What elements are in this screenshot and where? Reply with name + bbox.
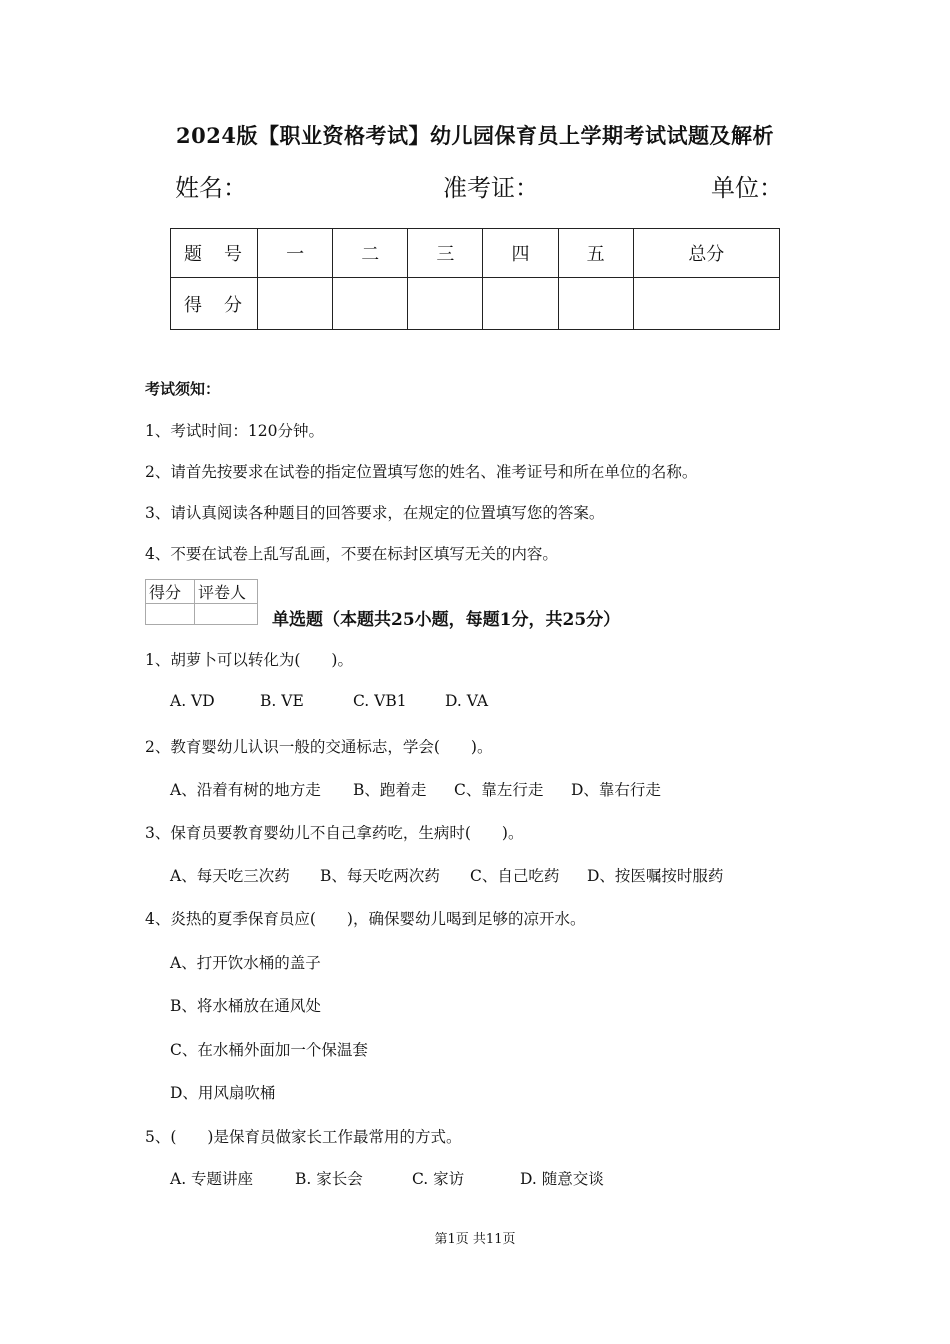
option[interactable]: B、每天吃两次药 <box>320 867 440 885</box>
notice-item: 1、考试时间：120分钟。 <box>145 422 324 440</box>
option[interactable]: B、将水桶放在通风处 <box>170 997 321 1015</box>
score-cell[interactable] <box>633 278 779 330</box>
notice-item: 3、请认真阅读各种题目的回答要求，在规定的位置填写您的答案。 <box>145 504 605 522</box>
score-cell[interactable] <box>558 278 633 330</box>
score-table-header-cell: 三 <box>408 229 483 278</box>
option[interactable]: A. VD <box>170 692 215 710</box>
score-table-header-cell: 一 <box>258 229 333 278</box>
option[interactable]: A、沿着有树的地方走 <box>170 781 321 799</box>
option[interactable]: D、用风扇吹桶 <box>170 1084 276 1102</box>
option[interactable]: D、按医嘱按时服药 <box>587 867 724 885</box>
option[interactable]: C、在水桶外面加一个保温套 <box>170 1041 368 1059</box>
question-text: 5、( )是保育员做家长工作最常用的方式。 <box>145 1128 462 1146</box>
notice-item: 4、不要在试卷上乱写乱画，不要在标封区填写无关的内容。 <box>145 545 558 563</box>
score-table-header-cell: 总分 <box>633 229 779 278</box>
score-table-header-cell: 五 <box>558 229 633 278</box>
score-cell[interactable] <box>408 278 483 330</box>
question-text: 4、炎热的夏季保育员应( )，确保婴幼儿喝到足够的凉开水。 <box>145 910 586 928</box>
option[interactable]: C、自己吃药 <box>470 867 560 885</box>
score-table-header-cell: 题 号 <box>171 229 258 278</box>
page-footer: 第1页 共11页 <box>434 1232 516 1247</box>
score-table <box>170 228 780 330</box>
option[interactable]: C. VB1 <box>353 692 407 710</box>
grader-score-cell[interactable] <box>146 604 195 625</box>
grader-reviewer-label: 评卷人 <box>195 580 258 604</box>
section-title: 单选题（本题共25小题，每题1分，共25分） <box>272 610 621 630</box>
option[interactable]: C. 家访 <box>412 1170 465 1188</box>
option[interactable]: B. VE <box>260 692 304 710</box>
grader-box <box>145 579 258 625</box>
score-table-header-row <box>171 229 780 278</box>
score-cell[interactable] <box>483 278 558 330</box>
score-cell[interactable] <box>333 278 408 330</box>
option[interactable]: B、跑着走 <box>353 781 427 799</box>
page-title: 2024版【职业资格考试】幼儿园保育员上学期考试试题及解析 <box>176 123 774 148</box>
notice-item: 2、请首先按要求在试卷的指定位置填写您的姓名、准考证号和所在单位的名称。 <box>145 463 698 481</box>
option[interactable]: A、每天吃三次药 <box>170 867 290 885</box>
option[interactable]: D、靠右行走 <box>571 781 661 799</box>
grader-reviewer-cell[interactable] <box>195 604 258 625</box>
question-text: 3、保育员要教育婴幼儿不自己拿药吃，生病时( )。 <box>145 824 524 842</box>
option[interactable]: A. 专题讲座 <box>170 1170 254 1188</box>
option[interactable]: D. VA <box>445 692 489 710</box>
score-table-score-row <box>171 278 780 330</box>
question-text: 1、胡萝卜可以转化为( )。 <box>145 651 353 669</box>
notice-title: 考试须知： <box>145 380 221 398</box>
option[interactable]: D. 随意交谈 <box>520 1170 604 1188</box>
unit-field-label: 单位： <box>711 174 783 202</box>
name-field-label: 姓名： <box>175 174 247 202</box>
score-table-row-label: 得 分 <box>171 278 258 330</box>
score-cell[interactable] <box>258 278 333 330</box>
score-table-header-cell: 二 <box>333 229 408 278</box>
option[interactable]: B. 家长会 <box>295 1170 363 1188</box>
grader-score-label: 得分 <box>146 580 195 604</box>
option[interactable]: A、打开饮水桶的盖子 <box>170 954 321 972</box>
question-text: 2、教育婴幼儿认识一般的交通标志，学会( )。 <box>145 738 493 756</box>
exam-id-field-label: 准考证： <box>443 174 539 202</box>
score-table-header-cell: 四 <box>483 229 558 278</box>
option[interactable]: C、靠左行走 <box>454 781 544 799</box>
